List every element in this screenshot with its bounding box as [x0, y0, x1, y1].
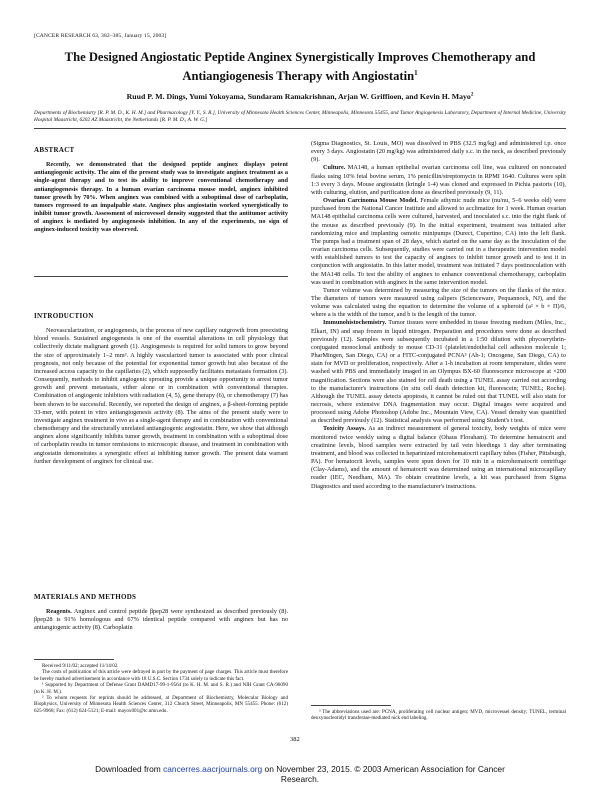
page-number: 382 [290, 736, 300, 743]
methods-section [34, 593, 288, 633]
affiliations: Departments of Biochemistry [R. P. M. D., K. H. M.] and Pharmacology [Y. Y., S. R.], University of Minnesota Health Sciences Center, Minneapolis, Minnesota 55455, and Tumor Angiogenesis Laboratory, Department of Internal Medicine, University Hospital Maastricht, 6202 AZ Maastricht, the Netherlands [R. P. M. D., A. W. G.] [34, 110, 566, 123]
header-rule [34, 128, 566, 129]
download-suffix: on November 23, 2015. © 2003 American Association for Cancer [262, 764, 505, 774]
abstract-rule [34, 276, 288, 277]
download-line2: Research. [280, 774, 320, 784]
footnote-rule-left [34, 659, 114, 660]
tumor-volume-paragraph: Tumor volume was determined by measuring the size of the tumors on the flanks of the mice. The diameters of tumors were measured using calipers (Scienceware, Pequannock, NJ), and the volume was calculated using the equation to determine the volume of a spheroid (a² × b × Π)/6, where a is the width of the tumor, and b is the length of the tumor. [311, 286, 566, 319]
immuno-text: Tumor tissues were embedded in tissue freezing medium (Miles, Inc., Elkart, IN) and snap frozen in liquid nitrogen. Preparation and procedures were done as described previously (12). Samples were subsequently incubated in a 1:50 dilution with phycoerythrin-conjugated monoclonal antibody to mouse CD-31 (platelet/endothelial cell adhesion molecule 1; PharMingen, San Diego, CA) or a FITC-conjugated PCNA³ (Ab-1; Oncogene, San Diego, CA) to stain for MVD or proliferation, respectively. After a 1-h incubation at room temperature, slides were washed with PBS and immediately imaged in an Olympus BX-60 fluorescence microscope at ×200 magnification. Sections were also stained for cell death using a TUNEL assay carried out according to the manufacturer's instructions (in situ cell death detection kit, fluorescein; TUNEL; Roche). Although the TUNEL assay detects apoptosis, it cannot be ruled out that TUNEL will also stain for necrosis, where extensive DNA fragmentation may occur. Digital images were acquired and processed using Adobe Photoshop (Adobe Inc., Mountain View, CA). Vessel density was quantified as described previously (12). Statistical analysis was performed using Student's t test. [311, 319, 566, 425]
culture-text: MA148, a human epithelial ovarian carcinoma cell line, was cultured on noncoated flasks using 10% fetal bovine serum, 1% penicillin/streptomycin in RPMI 1640. Cultures were split 1:3 every 3 days. Mouse angiostatin (kringle 1-4) was cloned and expressed in Pichia pastoris (10), with culturing, elution, and purification done as described previously (9, 11). [311, 164, 566, 196]
footnote-2: ² To whom requests for reprints should be addressed, at Department of Biochemistry, Molecular Biology and Biophysics, University of Minnesota Health Sciences Center, 312 Church Street, Minneapolis, MN 55455. Phone: (612) 625-9968; Fax: (612) 624-5121; E-mail: mayox001@tc.umn.edu. [34, 695, 288, 714]
abstract-text: Recently, we demonstrated that the designed peptide anginex displays potent antiangiogenic activity. The aim of the present study was to investigate anginex treatment as a single-agent therapy and to test its ability to improve conventional chemotherapy and antiangiogenesis therapy. In a human ovarian carcinoma mouse model, anginex inhibited tumor growth by 70%. When anginex was combined with a suboptimal dose of carboplatin, tumors regressed to an impalpable state. Anginex plus angiostatin worked synergistically to inhibit tumor growth. Assessment of microvessel density suggested that the antitumor activity of anginex is mediated by angiogenesis inhibition. In any of the experiments, no sign of anginex-induced toxicity was observed. [34, 161, 288, 234]
introduction-heading: INTRODUCTION [34, 312, 94, 320]
reagents-paragraph [34, 608, 288, 632]
abstract [34, 161, 288, 234]
culture-label: Culture. [323, 164, 346, 172]
article-title [34, 49, 566, 84]
culture-paragraph [311, 164, 566, 197]
author-names: Ruud P. M. Dings, Yumi Yokoyama, Sundaram Ramakrishnan, Arjan W. Griffioen, and Kevin H. Mayo [126, 92, 471, 101]
left-column [34, 146, 288, 235]
right-column [311, 140, 566, 491]
immuno-label: Immunohistochemistry. [323, 319, 387, 327]
running-head: [CANCER RESEARCH 63, 382–385, January 15, 2003] [34, 33, 167, 39]
introduction-text: Neovascularization, or angiogenesis, is the process of new capillary outgrowth from preexisting blood vessels. Sustained angiogenesis is one of the essential alterations in cell physiology that collectively dictate malignant growth (1). Angiogenesis is required for solid tumors to grow beyond the size of approximately 1–2 mm³. A highly vascularized tumor is associated with poor clinical prognosis, not only because of the potential for exponential tumor growth but also because of the increased access capacity to the capillaries (2), which supposedly facilitates metastasis formation (3). Consequently, methods to inhibit angiogenic sprouting provide a unique opportunity to arrest tumor growth and prevent metastasis, either alone or in combination with conventional therapies. Combination of angiogenic inhibitors with radiation (4, 5), gene therapy (6), or chemotherapy (7) has been shown to be successful. Recently, we reported the design of anginex, a β-sheet-forming peptide 33-mer, with potent in vitro antiangiogenesis activity (8). The aims of the present study were to investigate anginex treatment in vivo as a single-agent therapy and in combination with conventional chemotherapy and the structurally unrelated antiangiogenic angiostatin. Here, we show that although anginex alone significantly inhibits tumor growth, treatment in combination with a suboptimal dose of carboplatin results in tumor remissions to microscopic disease, and treatment in combination with angiostatin demonstrates a synergistic effect at inhibiting tumor growth. The present data warrant further development of anginex for clinical use. [34, 327, 288, 465]
toxicity-paragraph [311, 425, 566, 490]
ovarian-label: Ovarian Carcinoma Mouse Model. [323, 197, 418, 205]
footnotes-left [34, 663, 288, 714]
introduction-section [34, 312, 288, 466]
author-list [34, 92, 566, 101]
footnote-rule-right [311, 705, 391, 706]
reagents-text: Anginex and control peptide βpep28 were synthesized as described previously (8). βpep28 is 91% homologous and 67% identical peptide compared with anginex but has no antiangiogenic activity (8). Carboplatin [34, 608, 289, 632]
toxicity-label: Toxicity Assays. [323, 425, 367, 433]
footnote-3 [311, 709, 566, 722]
reagents-label: Reagents. [46, 608, 72, 616]
author-footnote-mark: 2 [470, 92, 474, 98]
ovarian-text: Female athymic nude mice (nu/nu, 5–6 weeks old) were purchased from the National Cancer Institute and allowed to acclimatize for 1 week. Human ovarian MA148 epithelial carcinoma cells were cultured, harvested, and inoculated s.c. into the right flank of the mouse as described previously (9). In the initial experiment, treatment was initiated after randomizing mice and implanting osmotic minipumps (Durect, Cupertino, CA) into the left flank. The pumps had a treatment span of 28 days, which started on the same day as the inoculation of the ovarian carcinoma cells. Subsequently, studies were carried out in a therapeutic intervention model with established tumors to test the capacity of anginex to inhibit tumor growth and to test it in conjunction with angiostatin. In this latter model, treatment was initiated 7 days postinoculation with the MA148 cells. To test the ability of anginex to enhance conventional chemotherapy, carboplatin was used in combination with anginex in the same intervention model. [311, 197, 566, 286]
ovarian-paragraph [311, 197, 566, 287]
immuno-paragraph [311, 319, 566, 425]
title-text: The Designed Angiostatic Peptide Anginex Synergistically Improves Chemotherapy and Antiangiogenesis Therapy with Angiostatin [64, 50, 536, 84]
toxicity-text: As an indirect measurement of general toxicity, body weights of mice were monitored twice weekly using a digital balance (Ohaus Floraham). To determine hematocrit and creatinine levels, blood samples were extracted by tail vein bleedings 1 day after terminating treatment, and blood was collected in heparinized microhematocrit capillary tubes (Fisher, Pittsburgh, PA). For hematocrit levels, samples were spun down for 10 min in a microhematocrit centrifuge (Clay-Adams), and the amount of hematocrit was determined using an international microcapillary reader (IEC, Needham, MA). To obtain creatinine levels, a kit was purchased from Sigma Diagnostics and used according to the manufacturer's instructions. [311, 425, 567, 490]
title-footnote-mark: 1 [414, 69, 418, 77]
download-prefix: Downloaded from [95, 764, 164, 774]
footnote-1: ¹ Supported by Department of Defense Grant DAMD17-99-1-9564 (to K. H. M. and S. R.) and NIH Grant CA-96090 (to K. H. M.). [34, 682, 288, 695]
carboplatin-continued: (Sigma Diagnostics, St. Louis, MO) was dissolved in PBS (32.5 mg/kg) and administered i.p. once every 3 days. Angiostatin (20 mg/kg) was administered daily s.c. in the neck, as described previously (9). [311, 140, 566, 164]
download-notice [20, 764, 580, 784]
footnote-3-text: ³ The abbreviations used are: PCNA, proliferating cell nuclear antigen; MVD, microvessel density; TUNEL, terminal deoxynucleotidyl transferase-mediated nick end labeling. [311, 709, 566, 722]
abstract-heading: ABSTRACT [34, 146, 75, 154]
methods-heading: MATERIALS AND METHODS [34, 593, 137, 601]
footnote-received: Received 9/11/02; accepted 11/14/02. [42, 663, 119, 669]
footnote-costs: The costs of publication of this article were defrayed in part by the payment of page charges. This article must therefore be hereby marked advertisement in accordance with 18 U.S.C. Section 1734 solely to indicate this fact. [34, 669, 288, 682]
journal-link[interactable]: cancerres.aacrjournals.org [163, 764, 263, 774]
